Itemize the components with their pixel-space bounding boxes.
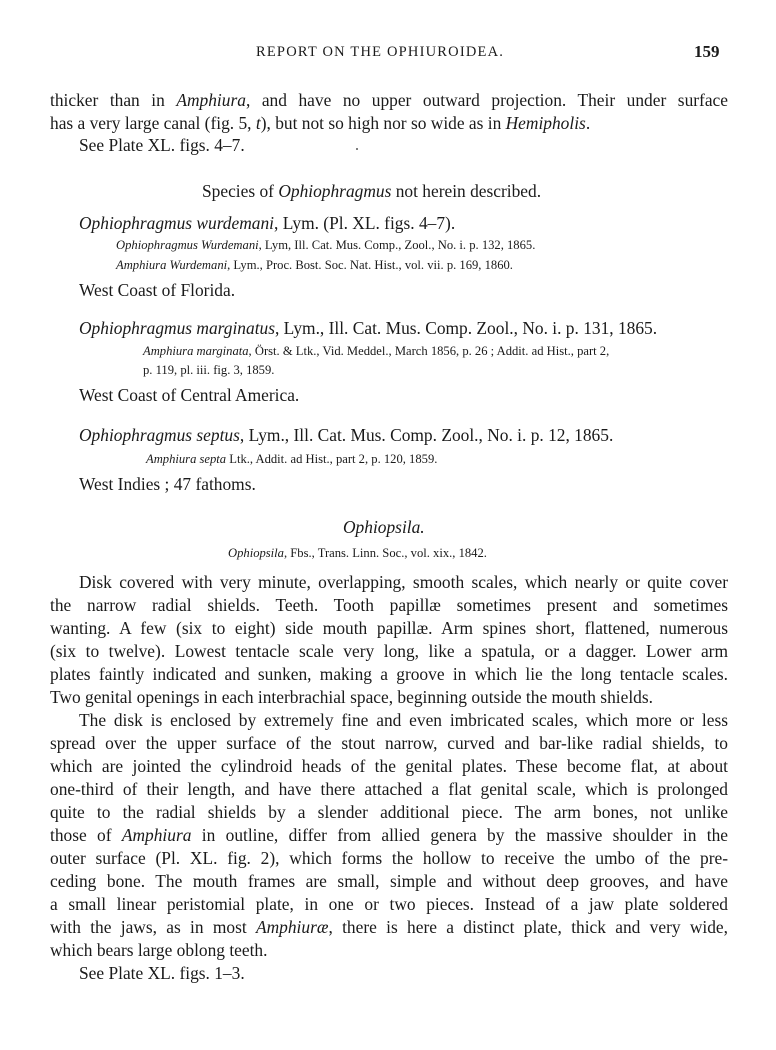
intro-plate-reference: See Plate XL. figs. 4–7.: [79, 135, 245, 155]
para2-line-9: a small linear peristomial plate, in one or two pieces. Instead of a jaw plate soldered: [50, 894, 728, 914]
para2-line-6: those of Amphiura in outline, differ from allied genera by the massive shoulder in the: [50, 825, 728, 845]
para2-line-2: spread over the upper surface of the stout narrow, curved and bar-like radial shields, to: [50, 733, 728, 753]
species-1-synonym-1: Ophiophragmus Wurdemani, Lym, Ill. Cat. Mus. Comp., Zool., No. i. p. 132, 1865.: [116, 238, 536, 252]
print-speck: [356, 148, 358, 150]
species-2-name: Ophiophragmus marginatus, Lym., Ill. Cat. Mus. Comp. Zool., No. i. p. 131, 1865.: [79, 318, 658, 338]
running-header-title: REPORT ON THE OPHIUROIDEA.: [256, 44, 505, 60]
species-heading: Species of Ophiophragmus not herein described.: [202, 181, 542, 201]
para1-line-3: wanting. A few (six to eight) side mouth papillæ. Arm spines short, flattened, numerous: [50, 618, 728, 638]
para2-line-3: which are jointed the cylindroid heads of the genital plates. These become flat, at about: [50, 756, 728, 776]
para2-line-8: ceding bone. The mouth frames are small, simple and without deep grooves, and have: [50, 871, 728, 891]
para2-line-10: with the jaws, as in most Amphiuræ, there is here a distinct plate, thick and very wide,: [50, 917, 729, 937]
species-3-name: Ophiophragmus septus, Lym., Ill. Cat. Mus. Comp. Zool., No. i. p. 12, 1865.: [79, 425, 614, 445]
intro-line-1: thicker than in Amphiura, and have no upper outward projection. Their under surface: [50, 90, 728, 110]
genus-citation: Ophiopsila, Fbs., Trans. Linn. Soc., vol. xix., 1842.: [228, 546, 487, 560]
intro-line-2: has a very large canal (fig. 5, t), but not so high nor so wide as in Hemipholis.: [50, 113, 591, 133]
para1-line-1: Disk covered with very minute, overlapping, smooth scales, which nearly or quite cover: [79, 572, 728, 592]
species-3-locality: West Indies ; 47 fathoms.: [79, 474, 256, 494]
para2-line-7: outer surface (Pl. XL. fig. 2), which forms the hollow to receive the umbo of the pre-: [50, 848, 728, 868]
para2-line-1: The disk is enclosed by extremely fine and even imbricated scales, which more or less: [79, 710, 728, 730]
para2-plate-reference: See Plate XL. figs. 1–3.: [79, 963, 245, 983]
species-2-locality: West Coast of Central America.: [79, 385, 300, 405]
genus-title: Ophiopsila.: [343, 517, 425, 537]
species-2-synonym-2: p. 119, pl. iii. fig. 3, 1859.: [143, 363, 275, 377]
para2-line-4: one-third of their length, and have there attached a flat genital scale, which is prolonged: [50, 779, 728, 799]
para1-line-4: (six to twelve). Lowest tentacle scale very long, like a spatula, or a dagger. Lower arm: [50, 641, 728, 661]
para1-line-5: plates faintly indicated and sunken, making a groove in which lie the long tentacle scales.: [50, 664, 728, 684]
species-1-name: Ophiophragmus wurdemani, Lym. (Pl. XL. figs. 4–7).: [79, 213, 456, 233]
para1-line-6: Two genital openings in each interbrachial space, beginning outside the mouth shields.: [50, 687, 653, 707]
species-2-synonym-1: Amphiura marginata, Örst. & Ltk., Vid. Meddel., March 1856, p. 26 ; Addit. ad Hist., part 2,: [143, 344, 610, 358]
para2-line-11: which bears large oblong teeth.: [50, 940, 268, 960]
species-3-synonym-1: Amphiura septa Ltk., Addit. ad Hist., part 2, p. 120, 1859.: [146, 452, 438, 466]
species-1-locality: West Coast of Florida.: [79, 280, 236, 300]
para2-line-5: quite to the radial shields by a slender additional piece. The arm bones, not unlike: [50, 802, 728, 822]
species-1-synonym-2: Amphiura Wurdemani, Lym., Proc. Bost. Soc. Nat. Hist., vol. vii. p. 169, 1860.: [116, 258, 513, 272]
para1-line-2: the narrow radial shields. Teeth. Tooth papillæ sometimes present and sometimes: [50, 595, 728, 615]
page-number: 159: [694, 42, 720, 61]
